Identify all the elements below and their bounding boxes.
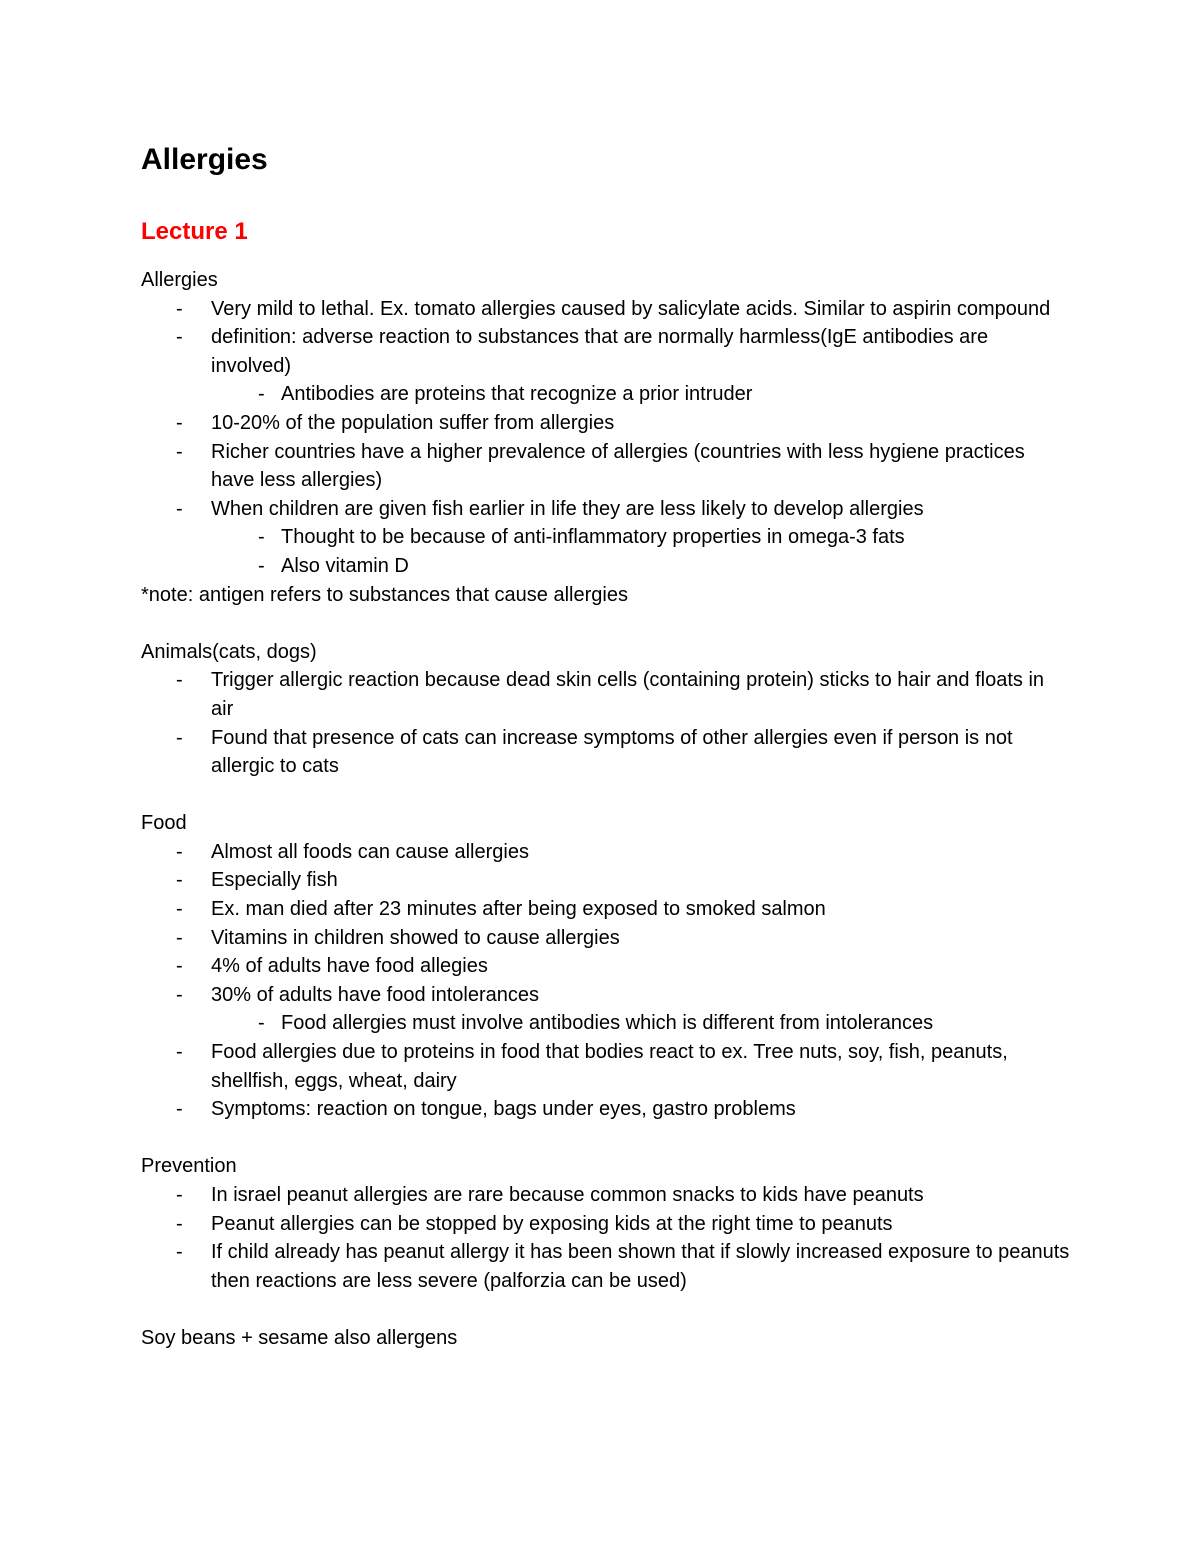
section-heading: Allergies bbox=[141, 269, 218, 291]
section-prevention bbox=[141, 1152, 1071, 1295]
list-item: - Almost all foods can cause allergies bbox=[141, 838, 1071, 867]
sub-bullet-list bbox=[211, 1009, 1071, 1038]
list-item: - Vitamins in children showed to cause allergies bbox=[141, 924, 1071, 953]
list-item: - 4% of adults have food allegies bbox=[141, 952, 1071, 981]
bullet-list bbox=[141, 1181, 1071, 1295]
section-heading: Animals(cats, dogs) bbox=[141, 640, 317, 663]
document-page bbox=[141, 138, 1071, 1353]
list-item: - Very mild to lethal. Ex. tomato allergies caused by salicylate acids. Similar to aspirin compound bbox=[141, 295, 1071, 324]
section-heading: Food bbox=[141, 812, 187, 835]
list-item: - Food allergies due to proteins in food that bodies react to ex. Tree nuts, soy, fish, peanuts, shellfish, eggs, wheat, dairy bbox=[141, 1038, 1071, 1095]
note-text: *note: antigen refers to substances that cause allergies bbox=[141, 583, 628, 606]
closing-line: Soy beans + sesame also allergens bbox=[141, 1326, 458, 1349]
list-item: - Also vitamin D bbox=[211, 552, 1071, 581]
list-item bbox=[141, 981, 1071, 1038]
sub-bullet-list bbox=[211, 380, 1071, 409]
bullet-list bbox=[141, 295, 1071, 581]
bullet-list bbox=[141, 838, 1071, 1124]
list-item-text: 30% of adults have food intolerances bbox=[211, 983, 539, 1006]
list-item: - Symptoms: reaction on tongue, bags under eyes, gastro problems bbox=[141, 1095, 1071, 1124]
list-item: - Found that presence of cats can increase symptoms of other allergies even if person is not allergic to cats bbox=[141, 724, 1071, 781]
notes-body bbox=[141, 249, 1071, 1353]
list-item-text: definition: adverse reaction to substances that are normally harmless(IgE antibodies are involved) bbox=[211, 326, 989, 377]
list-item: - Food allergies must involve antibodies which is different from intolerances bbox=[211, 1009, 1071, 1038]
list-item: - Thought to be because of anti-inflammatory properties in omega-3 fats bbox=[211, 523, 1071, 552]
list-item: - Especially fish bbox=[141, 866, 1071, 895]
sub-bullet-list bbox=[211, 523, 1071, 580]
list-item: - Trigger allergic reaction because dead skin cells (containing protein) sticks to hair and floats in air bbox=[141, 666, 1071, 723]
lecture-heading: Lecture 1 bbox=[141, 218, 248, 245]
list-item: - Richer countries have a higher prevalence of allergies (countries with less hygiene practices have less allergies) bbox=[141, 438, 1071, 495]
section-allergies bbox=[141, 266, 1071, 609]
list-item bbox=[141, 323, 1071, 409]
list-item: - In israel peanut allergies are rare because common snacks to kids have peanuts bbox=[141, 1181, 1071, 1210]
list-item: - Ex. man died after 23 minutes after being exposed to smoked salmon bbox=[141, 895, 1071, 924]
section-food bbox=[141, 809, 1071, 1124]
list-item: - Peanut allergies can be stopped by exposing kids at the right time to peanuts bbox=[141, 1210, 1071, 1239]
list-item: - Antibodies are proteins that recognize a prior intruder bbox=[211, 380, 1071, 409]
list-item: - If child already has peanut allergy it has been shown that if slowly increased exposure to peanuts then reactions are less severe (palforzia can be used) bbox=[141, 1238, 1071, 1295]
document-title: Allergies bbox=[141, 143, 268, 176]
list-item bbox=[141, 495, 1071, 581]
bullet-list bbox=[141, 666, 1071, 780]
section-animals bbox=[141, 638, 1071, 781]
list-item: - 10-20% of the population suffer from allergies bbox=[141, 409, 1071, 438]
section-heading: Prevention bbox=[141, 1155, 237, 1178]
list-item-text: When children are given fish earlier in life they are less likely to develop allergies bbox=[211, 497, 924, 520]
